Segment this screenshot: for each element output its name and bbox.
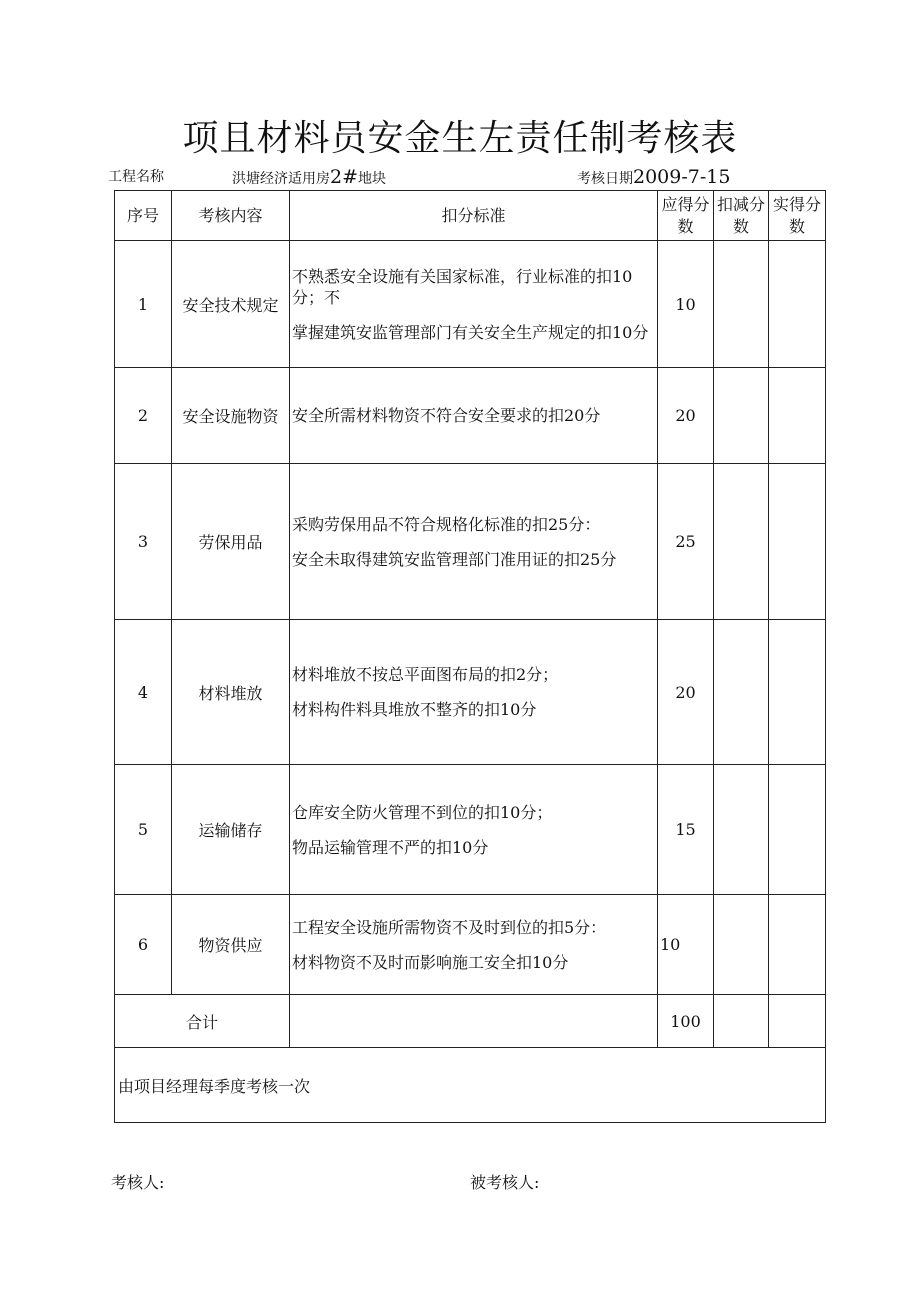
header-max-score: 应得分数 — [658, 191, 714, 241]
criteria-line: 不熟悉安全设施有关国家标准，行业标准的扣10分；不 — [292, 266, 633, 307]
criteria-line: 材料物资不及时而影响施工安全扣10分 — [292, 952, 569, 972]
row-score: 15 — [658, 765, 714, 895]
header-row — [115, 191, 826, 241]
row-content: 物资供应 — [172, 895, 290, 995]
assessor-signature: 考核人: — [111, 1173, 165, 1192]
row-deducted — [714, 620, 769, 765]
row-no: 1 — [115, 241, 172, 368]
row-deducted — [714, 895, 769, 995]
criteria-line: 工程安全设施所需物资不及时到位的扣5分： — [292, 917, 607, 937]
criteria-line: 物品运输管理不严的扣10分 — [292, 837, 489, 857]
project-name — [232, 166, 386, 188]
row-no: 4 — [115, 620, 172, 765]
row-actual — [769, 368, 826, 464]
row-deducted — [714, 241, 769, 368]
total-actual — [769, 995, 826, 1048]
project-name-suffix: 地块 — [358, 171, 387, 187]
row-criteria — [290, 765, 658, 895]
row-content: 劳保用品 — [172, 464, 290, 620]
row-score: 20 — [658, 368, 714, 464]
table-row — [115, 765, 826, 895]
row-content: 运输储存 — [172, 765, 290, 895]
row-deducted — [714, 464, 769, 620]
row-content: 安全技术规定 — [172, 241, 290, 368]
criteria-line: 安全所需材料物资不符合安全要求的扣20分 — [292, 406, 601, 425]
row-score: 10 — [658, 895, 714, 995]
header-actual: 实得分数 — [769, 191, 826, 241]
project-name-number: 2# — [330, 166, 359, 188]
row-content: 材料堆放 — [172, 620, 290, 765]
row-score: 20 — [658, 620, 714, 765]
row-criteria — [290, 620, 658, 765]
project-name-prefix: 洪塘经济适用房 — [232, 171, 330, 187]
criteria-line: 仓库安全防火管理不到位的扣10分； — [292, 802, 553, 822]
criteria-line: 材料构件料具堆放不整齐的扣10分 — [292, 700, 537, 719]
assessment-table — [114, 190, 826, 1123]
criteria-line: 安全未取得建筑安监管理部门准用证的扣25分 — [292, 549, 617, 569]
assessment-date — [577, 166, 730, 188]
header-no: 序号 — [115, 191, 172, 241]
total-label: 合计 — [115, 995, 290, 1048]
table-row — [115, 620, 826, 765]
row-no: 2 — [115, 368, 172, 464]
table-row — [115, 368, 826, 464]
date-value: 2009-7-15 — [633, 166, 731, 188]
row-actual — [769, 765, 826, 895]
header-deducted: 扣减分数 — [714, 191, 769, 241]
assessment-note: 由项目经理每季度考核一次 — [115, 1048, 826, 1123]
total-deducted — [714, 995, 769, 1048]
row-actual — [769, 464, 826, 620]
assessee-signature: 被考核人: — [470, 1173, 540, 1192]
note-row — [115, 1048, 826, 1123]
project-label: 工程名称 — [108, 169, 164, 185]
row-criteria — [290, 464, 658, 620]
row-deducted — [714, 368, 769, 464]
row-deducted — [714, 765, 769, 895]
total-criteria — [290, 995, 658, 1048]
row-criteria — [290, 895, 658, 995]
date-label: 考核日期 — [577, 171, 633, 187]
row-actual — [769, 620, 826, 765]
table-row — [115, 241, 826, 368]
row-criteria — [290, 368, 658, 464]
criteria-line: 采购劳保用品不符合规格化标准的扣25分： — [292, 514, 601, 534]
table-row — [115, 895, 826, 995]
row-no: 5 — [115, 765, 172, 895]
row-content: 安全设施物资 — [172, 368, 290, 464]
row-score: 10 — [658, 241, 714, 368]
row-no: 6 — [115, 895, 172, 995]
table-row — [115, 464, 826, 620]
total-score: 100 — [658, 995, 714, 1048]
criteria-line: 材料堆放不按总平面图布局的扣2分； — [292, 665, 559, 684]
header-criteria: 扣分标准 — [290, 191, 658, 241]
row-criteria — [290, 241, 658, 368]
header-content: 考核内容 — [172, 191, 290, 241]
row-score: 25 — [658, 464, 714, 620]
row-actual — [769, 241, 826, 368]
page-title: 项且材料员安金生左责任制考核表 — [182, 118, 738, 159]
row-actual — [769, 895, 826, 995]
total-row — [115, 995, 826, 1048]
row-no: 3 — [115, 464, 172, 620]
criteria-line: 掌握建筑安监管理部门有关安全生产规定的扣10分 — [292, 322, 649, 342]
